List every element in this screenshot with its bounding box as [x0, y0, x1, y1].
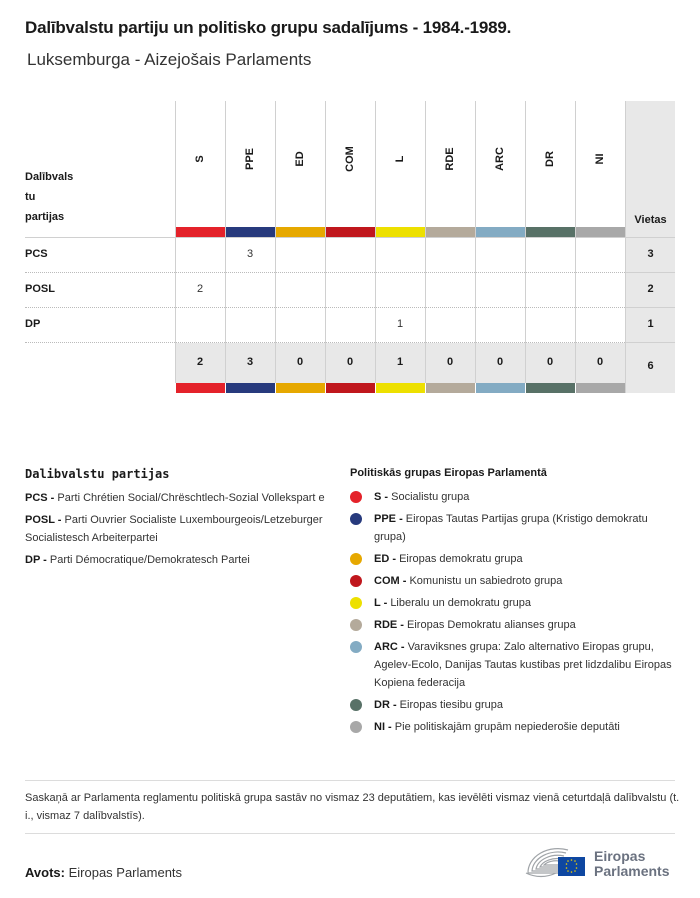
party-legend-title: Dalibvalstu partijas	[25, 467, 170, 481]
note-bottom-divider	[25, 833, 675, 834]
group-legend-item	[350, 718, 680, 736]
group-abbr: NI -	[374, 721, 392, 733]
group-legend-item	[350, 550, 680, 568]
group-color-bar-bottom	[226, 383, 275, 393]
logo-text	[594, 849, 669, 879]
group-legend-item	[350, 510, 680, 546]
group-color-bar-bottom	[176, 383, 225, 393]
seats-divider	[626, 307, 675, 308]
group-name: Pie politiskajām grupām nepiederošie deputāti	[394, 721, 620, 733]
group-color-dot-icon	[350, 641, 362, 653]
footnote: Saskaņā ar Parlamenta reglamentu politiskā grupa sastāv no vismaz 23 deputātiem, kas ievēlēti vismaz vienā ceturtdaļā dalībvalstu (t. i., vismaz 7 dalībvalstīs).	[25, 792, 680, 822]
column-header-s	[175, 101, 225, 227]
column-header-rde	[425, 101, 475, 227]
column-header-label: RDE	[444, 147, 456, 171]
group-color-bar-top	[426, 227, 475, 237]
row-label-dp: DP	[25, 318, 41, 330]
group-color-bar-top	[526, 227, 575, 237]
group-name: Komunistu un sabiedroto grupa	[409, 575, 563, 587]
column-header-ni	[575, 101, 625, 227]
group-legend	[350, 467, 680, 740]
party-abbr: DP -	[25, 554, 47, 566]
group-color-bar-top	[476, 227, 525, 237]
party-legend-item	[25, 551, 325, 569]
group-legend-item	[350, 572, 680, 590]
column-total: 2	[196, 356, 204, 368]
table-cell: 3	[246, 248, 254, 260]
group-name: Varaviksnes grupa: Zalo alternativo Eiropas grupu, Agelev-Ecolo, Danijas Tautas kustibas pret lidzdalibu Eiropas Kopiena federacija	[374, 641, 672, 689]
group-color-bar-top	[176, 227, 225, 237]
logo-line: Eiropas	[594, 848, 646, 864]
row-header	[25, 167, 95, 227]
group-color-bar-top	[326, 227, 375, 237]
row-header-line: tu	[25, 191, 36, 203]
group-color-dot-icon	[350, 721, 362, 733]
source-value: Eiropas Parlaments	[68, 865, 183, 880]
group-legend-item	[350, 696, 680, 714]
seats-divider	[626, 272, 675, 273]
row-header-line: partijas	[25, 211, 65, 223]
column-header-l	[375, 101, 425, 227]
column-header-label: DR	[544, 151, 556, 167]
page-subtitle: Luksemburga - Aizejošais Parlaments	[27, 50, 312, 69]
row-seats-total: 2	[647, 283, 654, 295]
group-color-bar-bottom	[426, 383, 475, 393]
group-abbr: DR -	[374, 699, 397, 711]
page-title: Dalībvalstu partiju un politisko grupu sadalījums - 1984.-1989.	[25, 18, 512, 37]
column-header-ed	[275, 101, 325, 227]
column-header-label: NI	[594, 153, 606, 165]
group-abbr: L -	[374, 597, 388, 609]
column-total: 1	[396, 356, 404, 368]
party-abbr: POSL -	[25, 514, 62, 526]
hemicycle-icon	[522, 843, 590, 881]
group-color-bar-bottom	[276, 383, 325, 393]
column-header-label: COM	[344, 146, 356, 172]
group-legend-item	[350, 616, 680, 634]
group-color-dot-icon	[350, 619, 362, 631]
group-name: Eiropas tiesibu grupa	[399, 699, 504, 711]
table-cell: 2	[196, 283, 204, 295]
group-color-bar-top	[276, 227, 325, 237]
row-seats-total: 1	[647, 318, 654, 330]
column-total: 0	[446, 356, 454, 368]
column-header-label: ARC	[494, 147, 506, 171]
european-parliament-logo	[522, 843, 677, 881]
group-abbr: ED -	[374, 553, 396, 565]
group-legend-item	[350, 488, 680, 506]
party-name: Parti Chrétien Social/Chrëschtlech-Sozial Vollekspart e	[57, 492, 325, 504]
column-header-label: ED	[294, 151, 306, 167]
party-legend-item	[25, 511, 325, 547]
group-color-bar-bottom	[576, 383, 625, 393]
column-header-label: L	[394, 155, 406, 163]
group-name: Eiropas Tautas Partijas grupa (Kristigo demokratu grupa)	[374, 513, 648, 543]
party-legend	[25, 467, 325, 573]
group-name: Socialistu grupa	[391, 491, 470, 503]
group-color-bar-top	[576, 227, 625, 237]
group-color-dot-icon	[350, 575, 362, 587]
row-seats-total: 3	[647, 248, 654, 260]
group-color-bar-bottom	[476, 383, 525, 393]
group-legend-title: Politiskās grupas Eiropas Parlamentā	[350, 467, 547, 479]
group-color-dot-icon	[350, 491, 362, 503]
column-divider	[625, 101, 626, 393]
group-color-dot-icon	[350, 553, 362, 565]
column-header-label: S	[194, 155, 206, 163]
group-abbr: ARC -	[374, 641, 405, 653]
group-color-bar-top	[226, 227, 275, 237]
header-divider	[25, 237, 675, 238]
column-total: 0	[596, 356, 604, 368]
group-name: Eiropas Demokratu alianses grupa	[407, 619, 576, 631]
row-label-pcs: PCS	[25, 248, 48, 260]
table-cell: 1	[396, 318, 404, 330]
column-total: 3	[246, 356, 254, 368]
seats-header: Vietas	[634, 214, 667, 226]
group-color-dot-icon	[350, 597, 362, 609]
group-color-dot-icon	[350, 699, 362, 711]
group-name: Eiropas demokratu grupa	[399, 553, 523, 565]
party-abbr: PCS -	[25, 492, 55, 504]
logo-line: Parlaments	[594, 863, 670, 879]
group-color-bar-bottom	[326, 383, 375, 393]
note-top-divider	[25, 780, 675, 781]
group-abbr: RDE -	[374, 619, 404, 631]
group-abbr: PPE -	[374, 513, 403, 525]
grand-total: 6	[647, 360, 654, 372]
source-line	[25, 865, 182, 880]
seats-column-background	[626, 101, 675, 393]
column-header-label: PPE	[244, 147, 256, 171]
group-color-bar-top	[376, 227, 425, 237]
group-abbr: COM -	[374, 575, 407, 587]
group-legend-item	[350, 638, 680, 692]
column-total: 0	[296, 356, 304, 368]
group-legend-item	[350, 594, 680, 612]
party-name: Parti Démocratique/Demokratesch Partei	[49, 554, 250, 566]
column-header-com	[325, 101, 375, 227]
group-abbr: S -	[374, 491, 389, 503]
column-total: 0	[546, 356, 554, 368]
column-header-dr	[525, 101, 575, 227]
column-total: 0	[496, 356, 504, 368]
party-legend-item	[25, 489, 325, 507]
group-color-bar-bottom	[526, 383, 575, 393]
group-name: Liberalu un demokratu grupa	[390, 597, 531, 609]
group-color-bar-bottom	[376, 383, 425, 393]
row-label-posl: POSL	[25, 283, 55, 295]
row-header-line: Dalībvals	[25, 171, 74, 183]
seats-divider	[626, 342, 675, 343]
column-total: 0	[346, 356, 354, 368]
column-header-arc	[475, 101, 525, 227]
source-label: Avots:	[25, 865, 65, 880]
group-color-dot-icon	[350, 513, 362, 525]
party-name: Parti Ouvrier Socialiste Luxembourgeois/Letzeburger Socialistesch Arbeiterpartei	[25, 514, 323, 544]
column-header-ppe	[225, 101, 275, 227]
